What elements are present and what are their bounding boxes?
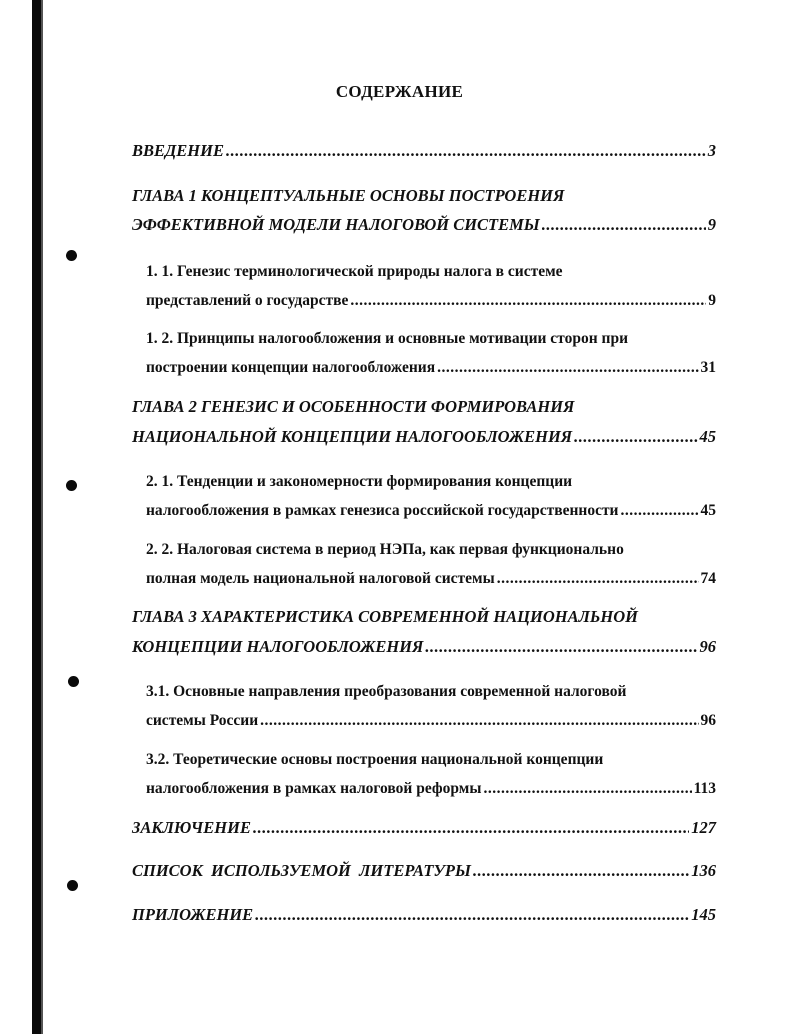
toc-entry-text: КОНЦЕПЦИИ НАЛОГООБЛОЖЕНИЯ (132, 637, 424, 656)
toc-entry-references (132, 861, 716, 881)
dot-leader (574, 427, 697, 447)
page-number: 3 (707, 141, 716, 160)
toc-entry-text: системы России (146, 712, 259, 729)
page-number: 74 (700, 570, 716, 587)
dot-leader (425, 637, 697, 657)
toc-chapter-1 (132, 215, 716, 235)
punch-hole (66, 480, 77, 491)
toc-section-2-1-line1: 2. 1. Тенденции и закономерности формирования концепции (146, 473, 573, 490)
toc-section-2-2 (146, 569, 716, 589)
dot-leader (260, 711, 698, 731)
toc-entry-appendix (132, 905, 716, 925)
page-number: 96 (699, 637, 716, 656)
toc-section-3-2-line1: 3.2. Теоретические основы построения национальной концепции (146, 751, 604, 768)
toc-entry-text: НАЦИОНАЛЬНОЙ КОНЦЕПЦИИ НАЛОГООБЛОЖЕНИЯ (132, 427, 573, 446)
dot-leader (350, 291, 706, 311)
toc-entry-text: ВВЕДЕНИЕ (132, 141, 224, 160)
punch-hole (67, 880, 78, 891)
toc-entry-text: построении концепции налогообложения (146, 359, 436, 376)
toc-section-1-2 (146, 358, 716, 378)
toc-section-1-1 (146, 291, 716, 311)
toc-section-3-1 (146, 711, 716, 731)
dot-leader (255, 905, 689, 925)
page-title: СОДЕРЖАНИЕ (335, 82, 464, 101)
toc-entry-text: представлений о государстве (146, 292, 349, 309)
toc-chapter-3-line1: ГЛАВА 3 ХАРАКТЕРИСТИКА СОВРЕМЕННОЙ НАЦИОНАЛЬНОЙ (132, 607, 638, 626)
toc-entry-text: налогообложения в рамках налоговой реформы (146, 780, 482, 797)
dot-leader (253, 818, 689, 838)
dot-leader (473, 861, 689, 881)
punch-hole (66, 250, 77, 261)
page-number: 45 (700, 502, 716, 519)
toc-chapter-2 (132, 427, 716, 447)
page-number: 9 (708, 292, 716, 309)
toc-entry-text: ЗАКЛЮЧЕНИЕ (132, 818, 251, 837)
toc-entry-text: СПИСОК ИСПОЛЬЗУЕМОЙ ЛИТЕРАТУРЫ (132, 861, 471, 880)
toc-entry-text: ПРИЛОЖЕНИЕ (132, 905, 254, 924)
toc-entry-intro (132, 141, 716, 161)
dot-leader (437, 358, 698, 378)
toc-chapter-3 (132, 637, 716, 657)
toc-entry-text: ЭФФЕКТИВНОЙ МОДЕЛИ НАЛОГОВОЙ СИСТЕМЫ (132, 215, 540, 234)
page-number: 31 (700, 359, 716, 376)
toc-chapter-1-line1: ГЛАВА 1 КОНЦЕПТУАЛЬНЫЕ ОСНОВЫ ПОСТРОЕНИЯ (132, 186, 565, 205)
dot-leader (497, 569, 699, 589)
page-number: 145 (691, 905, 716, 924)
toc-entry-text: налогообложения в рамках генезиса российской государственности (146, 502, 619, 519)
toc-section-2-2-line1: 2. 2. Налоговая система в период НЭПа, как первая функционально (146, 541, 624, 558)
scan-binding-edge (32, 0, 41, 1034)
page-number: 9 (707, 215, 716, 234)
toc-section-3-1-line1: 3.1. Основные направления преобразования современной налоговой (146, 683, 627, 700)
toc-section-1-1-line1: 1. 1. Генезис терминологической природы налога в системе (146, 263, 563, 280)
dot-leader (542, 215, 706, 235)
toc-section-1-2-line1: 1. 2. Принципы налогообложения и основные мотивации сторон при (146, 330, 628, 347)
page-number: 45 (699, 427, 716, 446)
toc-entry-text: полная модель национальной налоговой системы (146, 570, 495, 587)
punch-hole (68, 676, 79, 687)
dot-leader (483, 779, 691, 799)
toc-entry-conclusion (132, 818, 716, 838)
page-number: 96 (700, 712, 716, 729)
toc-section-3-2 (146, 779, 716, 799)
page-number: 127 (691, 818, 716, 837)
dot-leader (226, 141, 706, 161)
scan-binding-shadow (41, 0, 43, 1034)
dot-leader (621, 501, 699, 521)
page-number: 113 (693, 780, 716, 797)
toc-chapter-2-line1: ГЛАВА 2 ГЕНЕЗИС И ОСОБЕННОСТИ ФОРМИРОВАНИЯ (132, 397, 575, 416)
page-number: 136 (691, 861, 716, 880)
toc-section-2-1 (146, 501, 716, 521)
